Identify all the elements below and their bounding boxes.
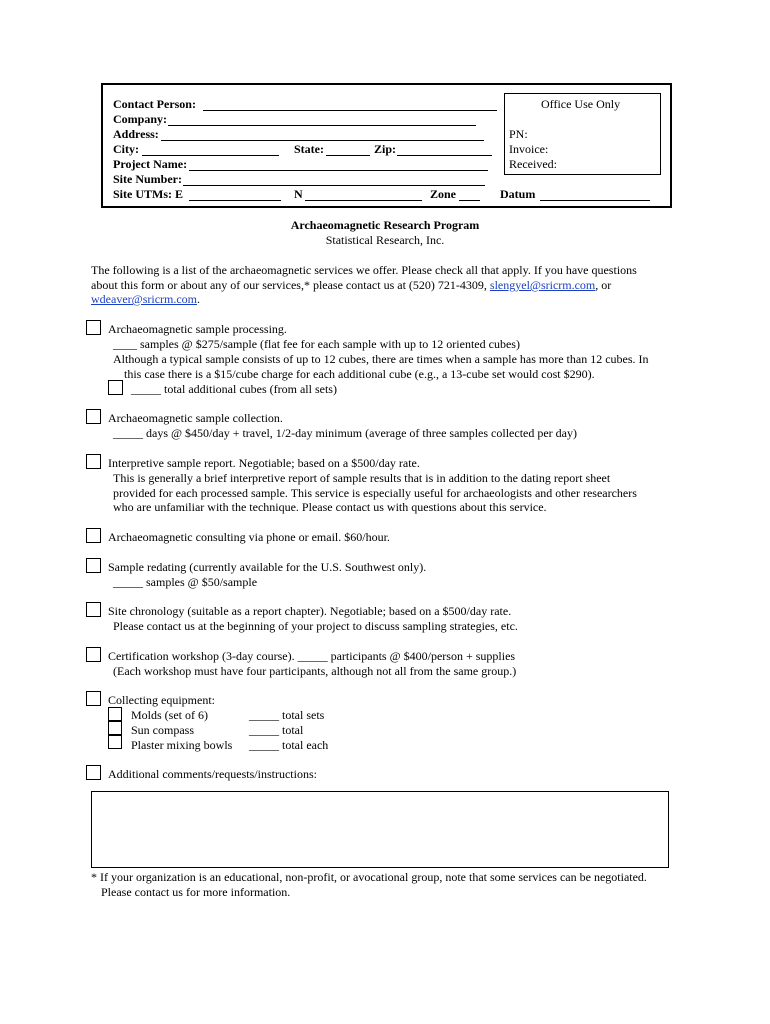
additional-cubes-line: _____ total additional cubes (from all sets): [131, 382, 337, 396]
service-sample-collection-title: Archaeomagnetic sample collection.: [108, 411, 283, 425]
datum-label: Datum: [500, 187, 536, 201]
service-workshop-line: (Each workshop must have four participants, although not all from the same group.): [113, 664, 517, 678]
office-invoice-label: Invoice:: [509, 142, 549, 156]
site-number-label: Site Number:: [113, 172, 182, 186]
intro-line-3: [91, 292, 200, 307]
zip-field[interactable]: [397, 155, 492, 156]
contact-person-field[interactable]: [203, 110, 497, 111]
checkbox-certification-workshop[interactable]: [86, 647, 101, 662]
checkbox-sample-processing[interactable]: [86, 320, 101, 335]
intro-period: .: [197, 292, 201, 306]
service-equipment-title: Collecting equipment:: [108, 693, 215, 707]
comments-textarea[interactable]: [91, 791, 669, 868]
address-label: Address:: [113, 127, 159, 141]
zone-label: Zone: [430, 187, 457, 201]
intro-text-or: , or: [595, 278, 612, 292]
checkbox-sample-redating[interactable]: [86, 558, 101, 573]
service-interpretive-report-line-2: provided for each processed sample. This service is especially useful for archaeologists and other researchers: [113, 486, 637, 500]
program-title: Archaeomagnetic Research Program: [290, 218, 480, 232]
additional-comments-label: Additional comments/requests/instructions:: [108, 767, 317, 781]
office-use-title: Office Use Only: [541, 97, 621, 111]
state-field[interactable]: [326, 155, 370, 156]
service-interpretive-report-title: Interpretive sample report. Negotiable; based on a $500/day rate.: [108, 456, 420, 470]
site-utms-label: Site UTMs: E: [113, 187, 183, 201]
service-sample-redating-title: Sample redating (currently available for the U.S. Southwest only).: [108, 560, 427, 574]
checkbox-additional-comments[interactable]: [86, 765, 101, 780]
project-name-label: Project Name:: [113, 157, 188, 171]
intro-text: about this form or about any of our services,* please contact us at (520) 721-4309,: [91, 278, 490, 292]
checkbox-mixing-bowls[interactable]: [108, 735, 122, 749]
utm-e-field[interactable]: [189, 200, 281, 201]
city-field[interactable]: [142, 155, 279, 156]
checkbox-interpretive-report[interactable]: [86, 454, 101, 469]
intro-line-1: The following is a list of the archaeomagnetic services we offer. Please check all that apply. If you have questions: [91, 263, 637, 277]
service-interpretive-report-line-3: who are unfamiliar with the technique. Please contact us with questions about this service.: [113, 500, 547, 514]
service-sample-processing-note-1: Although a typical sample consists of up to 12 cubes, there are times when a sample has more than 12 cubes. In: [113, 352, 649, 366]
service-sample-collection-line: _____ days @ $450/day + travel, 1/2-day minimum (average of three samples collected per day): [113, 426, 578, 440]
service-sample-redating-line: _____ samples @ $50/sample: [113, 575, 258, 589]
equipment-mixing-bowls-qty: _____ total each: [249, 738, 329, 752]
datum-field[interactable]: [540, 200, 650, 201]
company-label: Company:: [113, 112, 168, 126]
site-number-field[interactable]: [183, 185, 485, 186]
service-site-chronology-title: Site chronology (suitable as a report chapter). Negotiable; based on a $500/day rate.: [108, 604, 512, 618]
zip-label: Zip:: [374, 142, 397, 156]
state-label: State:: [294, 142, 324, 156]
address-field[interactable]: [161, 140, 484, 141]
organization-name: Statistical Research, Inc.: [325, 233, 445, 247]
zone-field[interactable]: [459, 200, 480, 201]
city-label: City:: [113, 142, 139, 156]
service-sample-processing-line: ____ samples @ $275/sample (flat fee for each sample with up to 12 oriented cubes): [113, 337, 520, 351]
intro-line-2: [91, 278, 611, 293]
company-field[interactable]: [168, 125, 476, 126]
checkbox-sample-collection[interactable]: [86, 409, 101, 424]
checkbox-molds[interactable]: [108, 707, 122, 721]
service-workshop-title: Certification workshop (3-day course). _____ participants @ $400/person + supplies: [108, 649, 516, 663]
office-received-label: Received:: [509, 157, 557, 171]
service-sample-processing-note-2: this case there is a $15/cube charge for each additional cube (e.g., a 13-cube set would cost $290).: [124, 367, 595, 381]
equipment-molds-label: Molds (set of 6): [131, 708, 208, 722]
equipment-sun-compass-label: Sun compass: [131, 723, 194, 737]
checkbox-sun-compass[interactable]: [108, 721, 122, 735]
footnote-line-1: * If your organization is an educational, non-profit, or avocational group, note that some services can be negotiated.: [91, 870, 647, 884]
equipment-molds-qty: _____ total sets: [249, 708, 325, 722]
equipment-sun-compass-qty: _____ total: [249, 723, 304, 737]
footnote-line-2: Please contact us for more information.: [101, 885, 291, 899]
office-pn-label: PN:: [509, 127, 528, 141]
service-sample-processing-title: Archaeomagnetic sample processing.: [108, 322, 287, 336]
contact-person-label: Contact Person:: [113, 97, 196, 111]
checkbox-additional-cubes[interactable]: [108, 380, 123, 395]
service-site-chronology-line: Please contact us at the beginning of your project to discuss sampling strategies, etc.: [113, 619, 518, 633]
email-link-lengyel[interactable]: slengyel@sricrm.com: [489, 278, 596, 292]
project-name-field[interactable]: [189, 170, 488, 171]
utm-n-field[interactable]: [305, 200, 422, 201]
utm-n-label: N: [294, 187, 303, 201]
equipment-mixing-bowls-label: Plaster mixing bowls: [131, 738, 233, 752]
checkbox-site-chronology[interactable]: [86, 602, 101, 617]
service-consulting-title: Archaeomagnetic consulting via phone or email. $60/hour.: [108, 530, 390, 544]
email-link-deaver[interactable]: wdeaver@sricrm.com: [91, 292, 198, 306]
checkbox-consulting[interactable]: [86, 528, 101, 543]
service-interpretive-report-line-1: This is generally a brief interpretive report of sample results that is in addition to the dating report sheet: [113, 471, 611, 485]
checkbox-collecting-equipment[interactable]: [86, 691, 101, 706]
